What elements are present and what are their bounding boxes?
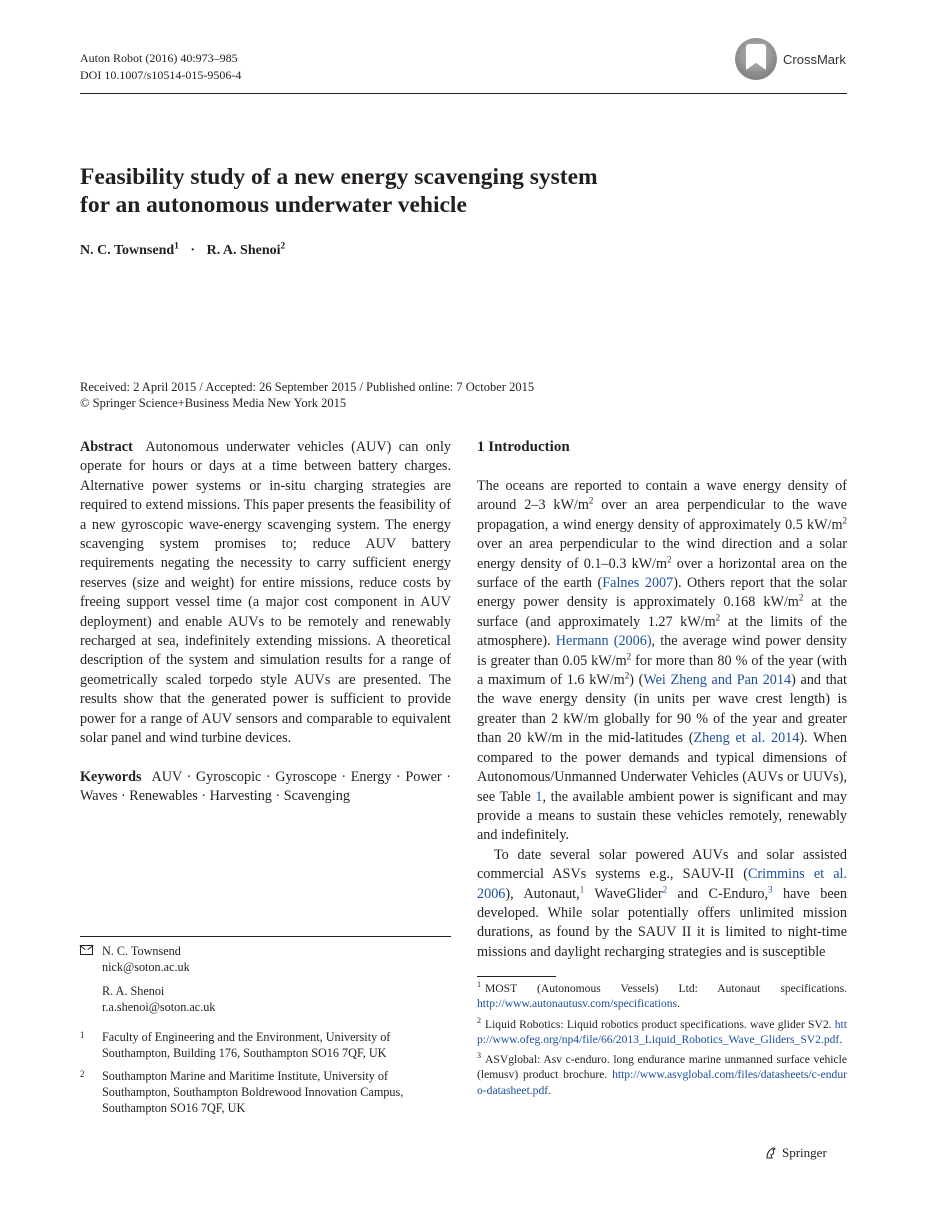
- abstract-text: Autonomous underwater vehicles (AUV) can only operate for hours or days at a time between battery charges. Alternative power systems or in-situ charging strategies are required to extend missions. This paper presents the feasibility of a new gyroscopic wave-energy scavenging system. The energy scavenging system promises to; reduce AUV battery requirements negating the necessity to carry sufficient energy reserves (size and weight) for entire missions, reduce costs by freeing support vessel time (a major cost component in AUV deployment) and enable AUVs to be remotely and renewably recharged at sea, indefinitely extending missions. A theoretical description of the system and simulation results for a range of geometrically scaled torpedo style AUVs are presented. The results show that the generated power is sufficient to provide power for a range of AUV sensors and comparable to equivalent solar panel and wind turbine devices.: [80, 439, 452, 747]
- text-run: over an area perpendicular to the wave propagation, a wind energy density of approximately 0.5 kW/m: [477, 497, 847, 533]
- keywords-heading: Keywords: [80, 768, 142, 785]
- footnote-3: $^3$ ASVglobal: Asv c-enduro. long endurance marine unmanned surface vehicle (lemusv) product brochure. http://www.asvglobal.com/files/datasheets/c-enduro-datasheet.pdf.: [477, 1051, 847, 1097]
- author-name[interactable]: N. C. Townsend: [80, 243, 175, 258]
- author-name[interactable]: R. A. Shenoi: [206, 243, 281, 258]
- affiliation-line: Southampton Marine and Maritime Institute, University of: [102, 1069, 389, 1083]
- journal-header: [80, 50, 241, 84]
- text-run: over a horizontal area on the surface of the earth (: [477, 555, 848, 592]
- text-run: The oceans are reported to contain a wave energy density of around 2–3 kW/m: [477, 478, 847, 514]
- doi: DOI 10.1007/s10514-015-9506-4: [80, 68, 242, 82]
- section-heading: 1 Introduction: [477, 439, 570, 455]
- text-run: ). Others report that the solar energy power density is approximately 0.168 kW/m: [477, 575, 848, 611]
- author-affiliation-mark: 2: [280, 241, 286, 252]
- journal-citation: Auton Robot (2016) 40:973–985: [80, 51, 238, 65]
- citation-link[interactable]: Wei Zheng and Pan 2014: [643, 672, 792, 689]
- keywords-text: AUV · Gyroscopic · Gyroscope · Energy · Power · Waves · Renewables · Harvesting · Scavenging: [80, 768, 451, 804]
- footnote-number: 2: [477, 1015, 481, 1025]
- publication-dates: [80, 379, 680, 411]
- crossmark-icon: [735, 38, 777, 80]
- keywords: [80, 768, 451, 807]
- text-run: over an area perpendicular to the wind direction and a solar energy density of 0.1–0.3 kW/m: [477, 536, 847, 572]
- text-run: at the limits of the atmosphere).: [477, 613, 848, 650]
- superscript: 2: [667, 553, 672, 564]
- citation-link[interactable]: Falnes 2007: [602, 575, 674, 592]
- footnote-marker[interactable]: 2: [662, 883, 668, 894]
- superscript: 2: [798, 592, 804, 603]
- intro-paragraph-2: [477, 846, 847, 962]
- superscript: 2: [842, 515, 847, 526]
- footnote-number: 3: [477, 1051, 481, 1061]
- author-separator: ·: [190, 243, 196, 258]
- footnote-url[interactable]: http://www.autonautusv.com/specifications: [477, 997, 678, 1011]
- footnote-text: ASVglobal: Asv c-enduro. long endurance marine unmanned surface vehicle (lemusv) product brochure.: [477, 1053, 847, 1082]
- text-run: and C-Enduro,: [667, 885, 769, 902]
- author-name: R. A. Shenoi: [102, 984, 165, 998]
- text-run: have been developed. While solar potentially offers unlimited mission durations, as found by the SAUV II it is limited to night-time missions and daylight recharging strategies and is susceptible: [477, 885, 848, 960]
- springer-horse-icon: [764, 1146, 778, 1160]
- superscript: 2: [715, 612, 721, 623]
- crossmark-label: CrossMark: [783, 52, 846, 67]
- publisher-name: Springer: [782, 1145, 827, 1160]
- affiliation-line: Southampton, Building 176, Southampton SO16 7QF, UK: [102, 1046, 387, 1060]
- text-run: ) (: [629, 672, 644, 689]
- header-divider: [80, 93, 847, 94]
- table-reference-link[interactable]: 1: [535, 788, 543, 805]
- footnote-number: 1: [477, 980, 481, 990]
- text-run: ) and that the wave energy density (in units per wave crest length) is greater than 2 kW/m globally for 90 % of the year and greater than 20 kW/m in the mid-latitudes (: [477, 672, 847, 747]
- footnote-url[interactable]: http://www.ofeg.org/np4/file/66/2013_Liquid_Robotics_Wave_Gliders_SV2.pdf: [477, 1017, 847, 1046]
- footnote-1: $^1$ MOST (Autonomous Vessels) Ltd: Autonaut specifications. http://www.autonautusv.com/specifications.: [477, 980, 847, 1011]
- envelope-icon: [80, 945, 93, 955]
- footnote-2: $^2$ Liquid Robotics: Liquid robotics product specifications. wave glider SV2. http://www.ofeg.org/np4/file/66/2013_Liquid_Robotics_Wave_Gliders_SV2.pdf.: [477, 1015, 847, 1046]
- text-run: for more than 80 % of the year (with a maximum of 1.6 kW/m: [477, 652, 847, 689]
- superscript: 2: [626, 650, 632, 661]
- citation-link[interactable]: Hermann (2006): [555, 633, 652, 650]
- footnote-text: Liquid Robotics: Liquid robotics product specifications. wave glider SV2.: [485, 1017, 835, 1031]
- citation-link[interactable]: Crimmins et al. 2006: [477, 866, 847, 902]
- text-run: To date several solar powered AUVs and solar assisted commercial ASVs systems e.g., SAUV-II (: [477, 846, 847, 883]
- correspondence-divider: [80, 936, 451, 937]
- text-run: , the available ambient power is significant and may provide a means to sustain these vehicles remotely, renewably and indefinitely.: [477, 788, 848, 844]
- affiliation-number: 1: [80, 1030, 85, 1040]
- corresponding-author-email[interactable]: nick@soton.ac.uk: [102, 960, 190, 974]
- footnote-url[interactable]: http://www.asvglobal.com/files/datasheets/c-enduro-datasheet.pdf: [477, 1068, 847, 1097]
- publisher-footer: [782, 1145, 827, 1161]
- affiliation-line: Southampton SO16 7QF, UK: [102, 1101, 246, 1115]
- affiliation-line: Faculty of Engineering and the Environment, University of: [102, 1030, 391, 1044]
- text-run: ). When compared to the power demands and typical dimensions of Autonomous/Unmanned Underwater Vehicles (AUVs or UUVs), see Table: [477, 730, 847, 805]
- footnote-marker[interactable]: 3: [768, 883, 773, 894]
- author-list: [80, 243, 285, 259]
- text-run: at the surface (and approximately 1.27 kW/m: [477, 594, 848, 630]
- received-line: Received: 2 April 2015 / Accepted: 26 September 2015 / Published online: 7 October 2015: [80, 380, 535, 394]
- abstract-heading: Abstract: [80, 439, 133, 455]
- affiliation-line: Southampton, Southampton Boldrewood Innovation Campus,: [102, 1085, 404, 1099]
- left-column: [80, 438, 451, 806]
- abstract: [80, 438, 451, 749]
- paper-title: [80, 163, 720, 219]
- right-column: [477, 438, 847, 962]
- text-run: WaveGlider: [584, 885, 663, 902]
- superscript: 2: [588, 495, 594, 506]
- title-line-1: Feasibility study of a new energy scavenging system: [80, 164, 598, 190]
- text-run: ), Autonaut,: [505, 885, 580, 902]
- author-email[interactable]: r.a.shenoi@soton.ac.uk: [102, 1000, 216, 1014]
- title-line-2: for an autonomous underwater vehicle: [80, 192, 467, 218]
- affiliation-1: [102, 1029, 390, 1061]
- superscript: 2: [624, 670, 630, 681]
- footnote-text: MOST (Autonomous Vessels) Ltd: Autonaut specifications.: [485, 982, 847, 995]
- footnotes: [477, 981, 847, 1103]
- affiliation-number: 2: [80, 1069, 85, 1079]
- author-affiliation-mark: 1: [174, 241, 179, 252]
- intro-paragraph-1: [477, 477, 847, 846]
- crossmark-badge[interactable]: [735, 38, 847, 82]
- copyright-line: © Springer Science+Business Media New York 2015: [80, 396, 347, 410]
- affiliation-2: [102, 1068, 403, 1116]
- footnote-divider: [477, 976, 556, 977]
- text-run: , the average wind power density is greater than 0.05 kW/m: [477, 633, 847, 669]
- footnote-marker[interactable]: 1: [579, 883, 585, 894]
- citation-link[interactable]: Zheng et al. 2014: [693, 730, 800, 747]
- corresponding-author-name: N. C. Townsend: [102, 944, 181, 958]
